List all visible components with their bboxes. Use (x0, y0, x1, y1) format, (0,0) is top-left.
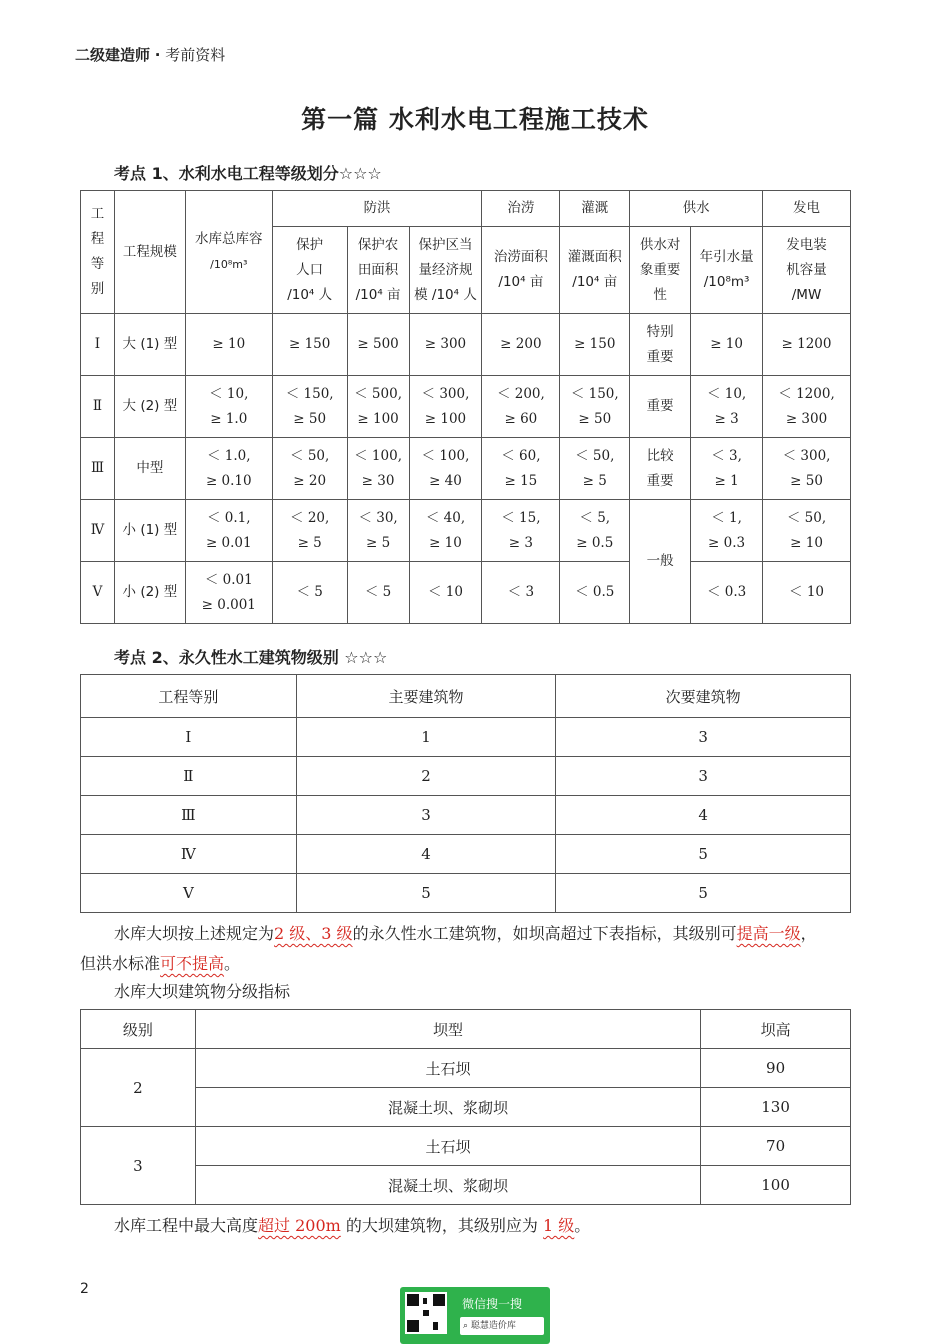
pop-cell: ＜ 50, ≥ 20 (272, 438, 347, 500)
table-cell: Ⅳ (81, 835, 297, 874)
econ-cell: ＜ 40, ≥ 10 (409, 500, 482, 562)
water-cell: ＜ 0.3 (691, 562, 763, 624)
t2-header: 次要建筑物 (556, 675, 851, 718)
table-row (81, 718, 851, 757)
target-cell: 特别 重要 (630, 314, 691, 376)
t2-header: 工程等别 (81, 675, 297, 718)
h-water: 年引水量 /10⁸m³ (691, 227, 763, 314)
table-row (81, 835, 851, 874)
dam-level-table (80, 1009, 851, 1205)
table-row (81, 1049, 851, 1088)
table-cell: 3 (556, 718, 851, 757)
irrig-cell: ＜ 50, ≥ 5 (560, 438, 630, 500)
table-cell: 4 (556, 796, 851, 835)
scale-cell: 中型 (114, 438, 185, 500)
econ-cell: ＜ 10 (409, 562, 482, 624)
table-cell: 3 (296, 796, 556, 835)
grade-cell: Ⅳ (81, 500, 115, 562)
drain-cell: ＜ 200, ≥ 60 (482, 376, 560, 438)
header-brand: 二级建造师 (75, 46, 151, 64)
section-stars: ☆☆☆ (338, 164, 382, 183)
table3-caption: 水库大坝建筑物分级指标 (114, 982, 291, 1001)
dam-type-cell: 混凝土坝、浆砌坝 (195, 1088, 700, 1127)
drain-cell: ≥ 200 (482, 314, 560, 376)
grade-cell: Ⅰ (81, 314, 115, 376)
h-scale: 工程规模 (114, 191, 185, 314)
dam-height-cell: 90 (701, 1049, 851, 1088)
t3-header: 坝型 (195, 1010, 700, 1049)
h-flood: 防洪 (272, 191, 482, 227)
table-row (81, 757, 851, 796)
res-cell: ＜ 0.1, ≥ 0.01 (185, 500, 272, 562)
farm-cell: ＜ 5 (347, 562, 409, 624)
target-cell: 比较 重要 (630, 438, 691, 500)
h-irrig-area: 灌溉面积 /10⁴ 亩 (560, 227, 630, 314)
econ-cell: ＜ 300, ≥ 100 (409, 376, 482, 438)
irrig-cell: ＜ 5, ≥ 0.5 (560, 500, 630, 562)
irrig-cell: ＜ 150, ≥ 50 (560, 376, 630, 438)
table-row (81, 874, 851, 913)
table-row (81, 1166, 851, 1205)
water-cell: ≥ 10 (691, 314, 763, 376)
farm-cell: ＜ 30, ≥ 5 (347, 500, 409, 562)
table-cell: 5 (556, 874, 851, 913)
table-cell: 2 (296, 757, 556, 796)
header-subtitle: 考前资料 (165, 46, 226, 64)
h-reservoir: 水库总库容 /10⁸m³ (185, 191, 272, 314)
res-cell: ＜ 0.01 ≥ 0.001 (185, 562, 272, 624)
power-cell: ＜ 50, ≥ 10 (763, 500, 851, 562)
pop-cell: ＜ 5 (272, 562, 347, 624)
grade-cell: Ⅱ (81, 376, 115, 438)
h-grade: 工 程 等 别 (81, 191, 115, 314)
econ-cell: ≥ 300 (409, 314, 482, 376)
scale-cell: 大 (1) 型 (114, 314, 185, 376)
page-number: 2 (80, 1281, 89, 1297)
dam-type-cell: 土石坝 (195, 1127, 700, 1166)
econ-cell: ＜ 100, ≥ 40 (409, 438, 482, 500)
table-cell: 3 (556, 757, 851, 796)
table-row (81, 314, 851, 376)
page-header (75, 44, 225, 65)
chapter-title: 第一篇 水利水电工程施工技术 (301, 105, 649, 134)
power-cell: ≥ 1200 (763, 314, 851, 376)
table-row (81, 796, 851, 835)
res-cell: ＜ 1.0, ≥ 0.10 (185, 438, 272, 500)
table-cell: 1 (296, 718, 556, 757)
header-sep: · (154, 46, 161, 64)
power-cell: ＜ 10 (763, 562, 851, 624)
res-cell: ＜ 10, ≥ 1.0 (185, 376, 272, 438)
h-drain-area: 治涝面积 /10⁴ 亩 (482, 227, 560, 314)
h-target: 供水对 象重要 性 (630, 227, 691, 314)
level-cell: 2 (81, 1049, 196, 1127)
wechat-search-badge[interactable] (400, 1287, 550, 1344)
table-row (81, 562, 851, 624)
table-cell: Ⅴ (81, 874, 297, 913)
section-title: 考点 2、永久性水工建筑物级别 (114, 648, 339, 667)
grade-cell: Ⅴ (81, 562, 115, 624)
target-cell: 一般 (630, 500, 691, 624)
drain-cell: ＜ 60, ≥ 15 (482, 438, 560, 500)
h-supply: 供水 (630, 191, 763, 227)
res-cell: ≥ 10 (185, 314, 272, 376)
table-cell: Ⅱ (81, 757, 297, 796)
table-row (81, 1088, 851, 1127)
level-cell: 3 (81, 1127, 196, 1205)
farm-cell: ≥ 500 (347, 314, 409, 376)
irrig-cell: ≥ 150 (560, 314, 630, 376)
badge-search-text: 聪慧造价库 (470, 1321, 516, 1331)
table-cell: 5 (556, 835, 851, 874)
table-cell: Ⅲ (81, 796, 297, 835)
table-cell: 5 (296, 874, 556, 913)
scale-cell: 小 (2) 型 (114, 562, 185, 624)
search-icon: ⌕ (463, 1321, 469, 1331)
table-row (81, 1127, 851, 1166)
pop-cell: ＜ 150, ≥ 50 (272, 376, 347, 438)
pop-cell: ≥ 150 (272, 314, 347, 376)
pop-cell: ＜ 20, ≥ 5 (272, 500, 347, 562)
table-cell: Ⅰ (81, 718, 297, 757)
paragraph-200m: 水库工程中最大高度超过 200m 的大坝建筑物，其级别应为 1 级。 (114, 1216, 591, 1235)
water-cell: ＜ 10, ≥ 3 (691, 376, 763, 438)
h-pop: 保护 人口 /10⁴ 人 (272, 227, 347, 314)
qr-code-icon (405, 1292, 447, 1334)
dam-type-cell: 混凝土坝、浆砌坝 (195, 1166, 700, 1205)
t3-header: 级别 (81, 1010, 196, 1049)
farm-cell: ＜ 500, ≥ 100 (347, 376, 409, 438)
water-cell: ＜ 3, ≥ 1 (691, 438, 763, 500)
section-stars: ☆☆☆ (344, 648, 388, 667)
drain-cell: ＜ 15, ≥ 3 (482, 500, 560, 562)
dam-height-cell: 130 (701, 1088, 851, 1127)
grade-cell: Ⅲ (81, 438, 115, 500)
section-heading-1 (114, 161, 382, 184)
table-cell: 4 (296, 835, 556, 874)
target-cell: 重要 (630, 376, 691, 438)
h-farm: 保护农 田面积 /10⁴ 亩 (347, 227, 409, 314)
section-title: 考点 1、水利水电工程等级划分 (114, 164, 339, 183)
t2-header: 主要建筑物 (296, 675, 556, 718)
table-row (81, 438, 851, 500)
h-drain: 治涝 (482, 191, 560, 227)
engineering-grade-table (80, 190, 851, 624)
h-power: 发电 (763, 191, 851, 227)
water-cell: ＜ 1, ≥ 0.3 (691, 500, 763, 562)
drain-cell: ＜ 3 (482, 562, 560, 624)
h-econ: 保护区当 量经济规 模 /10⁴ 人 (409, 227, 482, 314)
dam-type-cell: 土石坝 (195, 1049, 700, 1088)
scale-cell: 大 (2) 型 (114, 376, 185, 438)
power-cell: ＜ 300, ≥ 50 (763, 438, 851, 500)
badge-title: 微信搜一搜 (462, 1297, 523, 1311)
paragraph-dam-rule: 水库大坝按上述规定为2 级、3 级的永久性水工建筑物，如坝高超过下表指标，其级别可提高一级， 但洪水标准可不提高。 (80, 924, 817, 973)
farm-cell: ＜ 100, ≥ 30 (347, 438, 409, 500)
t3-header: 坝高 (701, 1010, 851, 1049)
power-cell: ＜ 1200, ≥ 300 (763, 376, 851, 438)
table-row (81, 500, 851, 562)
section-heading-2 (114, 645, 387, 668)
building-level-table (80, 674, 851, 913)
h-irrig: 灌溉 (560, 191, 630, 227)
badge-search-box[interactable] (460, 1317, 544, 1335)
table-row (81, 376, 851, 438)
dam-height-cell: 100 (701, 1166, 851, 1205)
scale-cell: 小 (1) 型 (114, 500, 185, 562)
irrig-cell: ＜ 0.5 (560, 562, 630, 624)
h-power-cap: 发电装 机容量 /MW (763, 227, 851, 314)
dam-height-cell: 70 (701, 1127, 851, 1166)
